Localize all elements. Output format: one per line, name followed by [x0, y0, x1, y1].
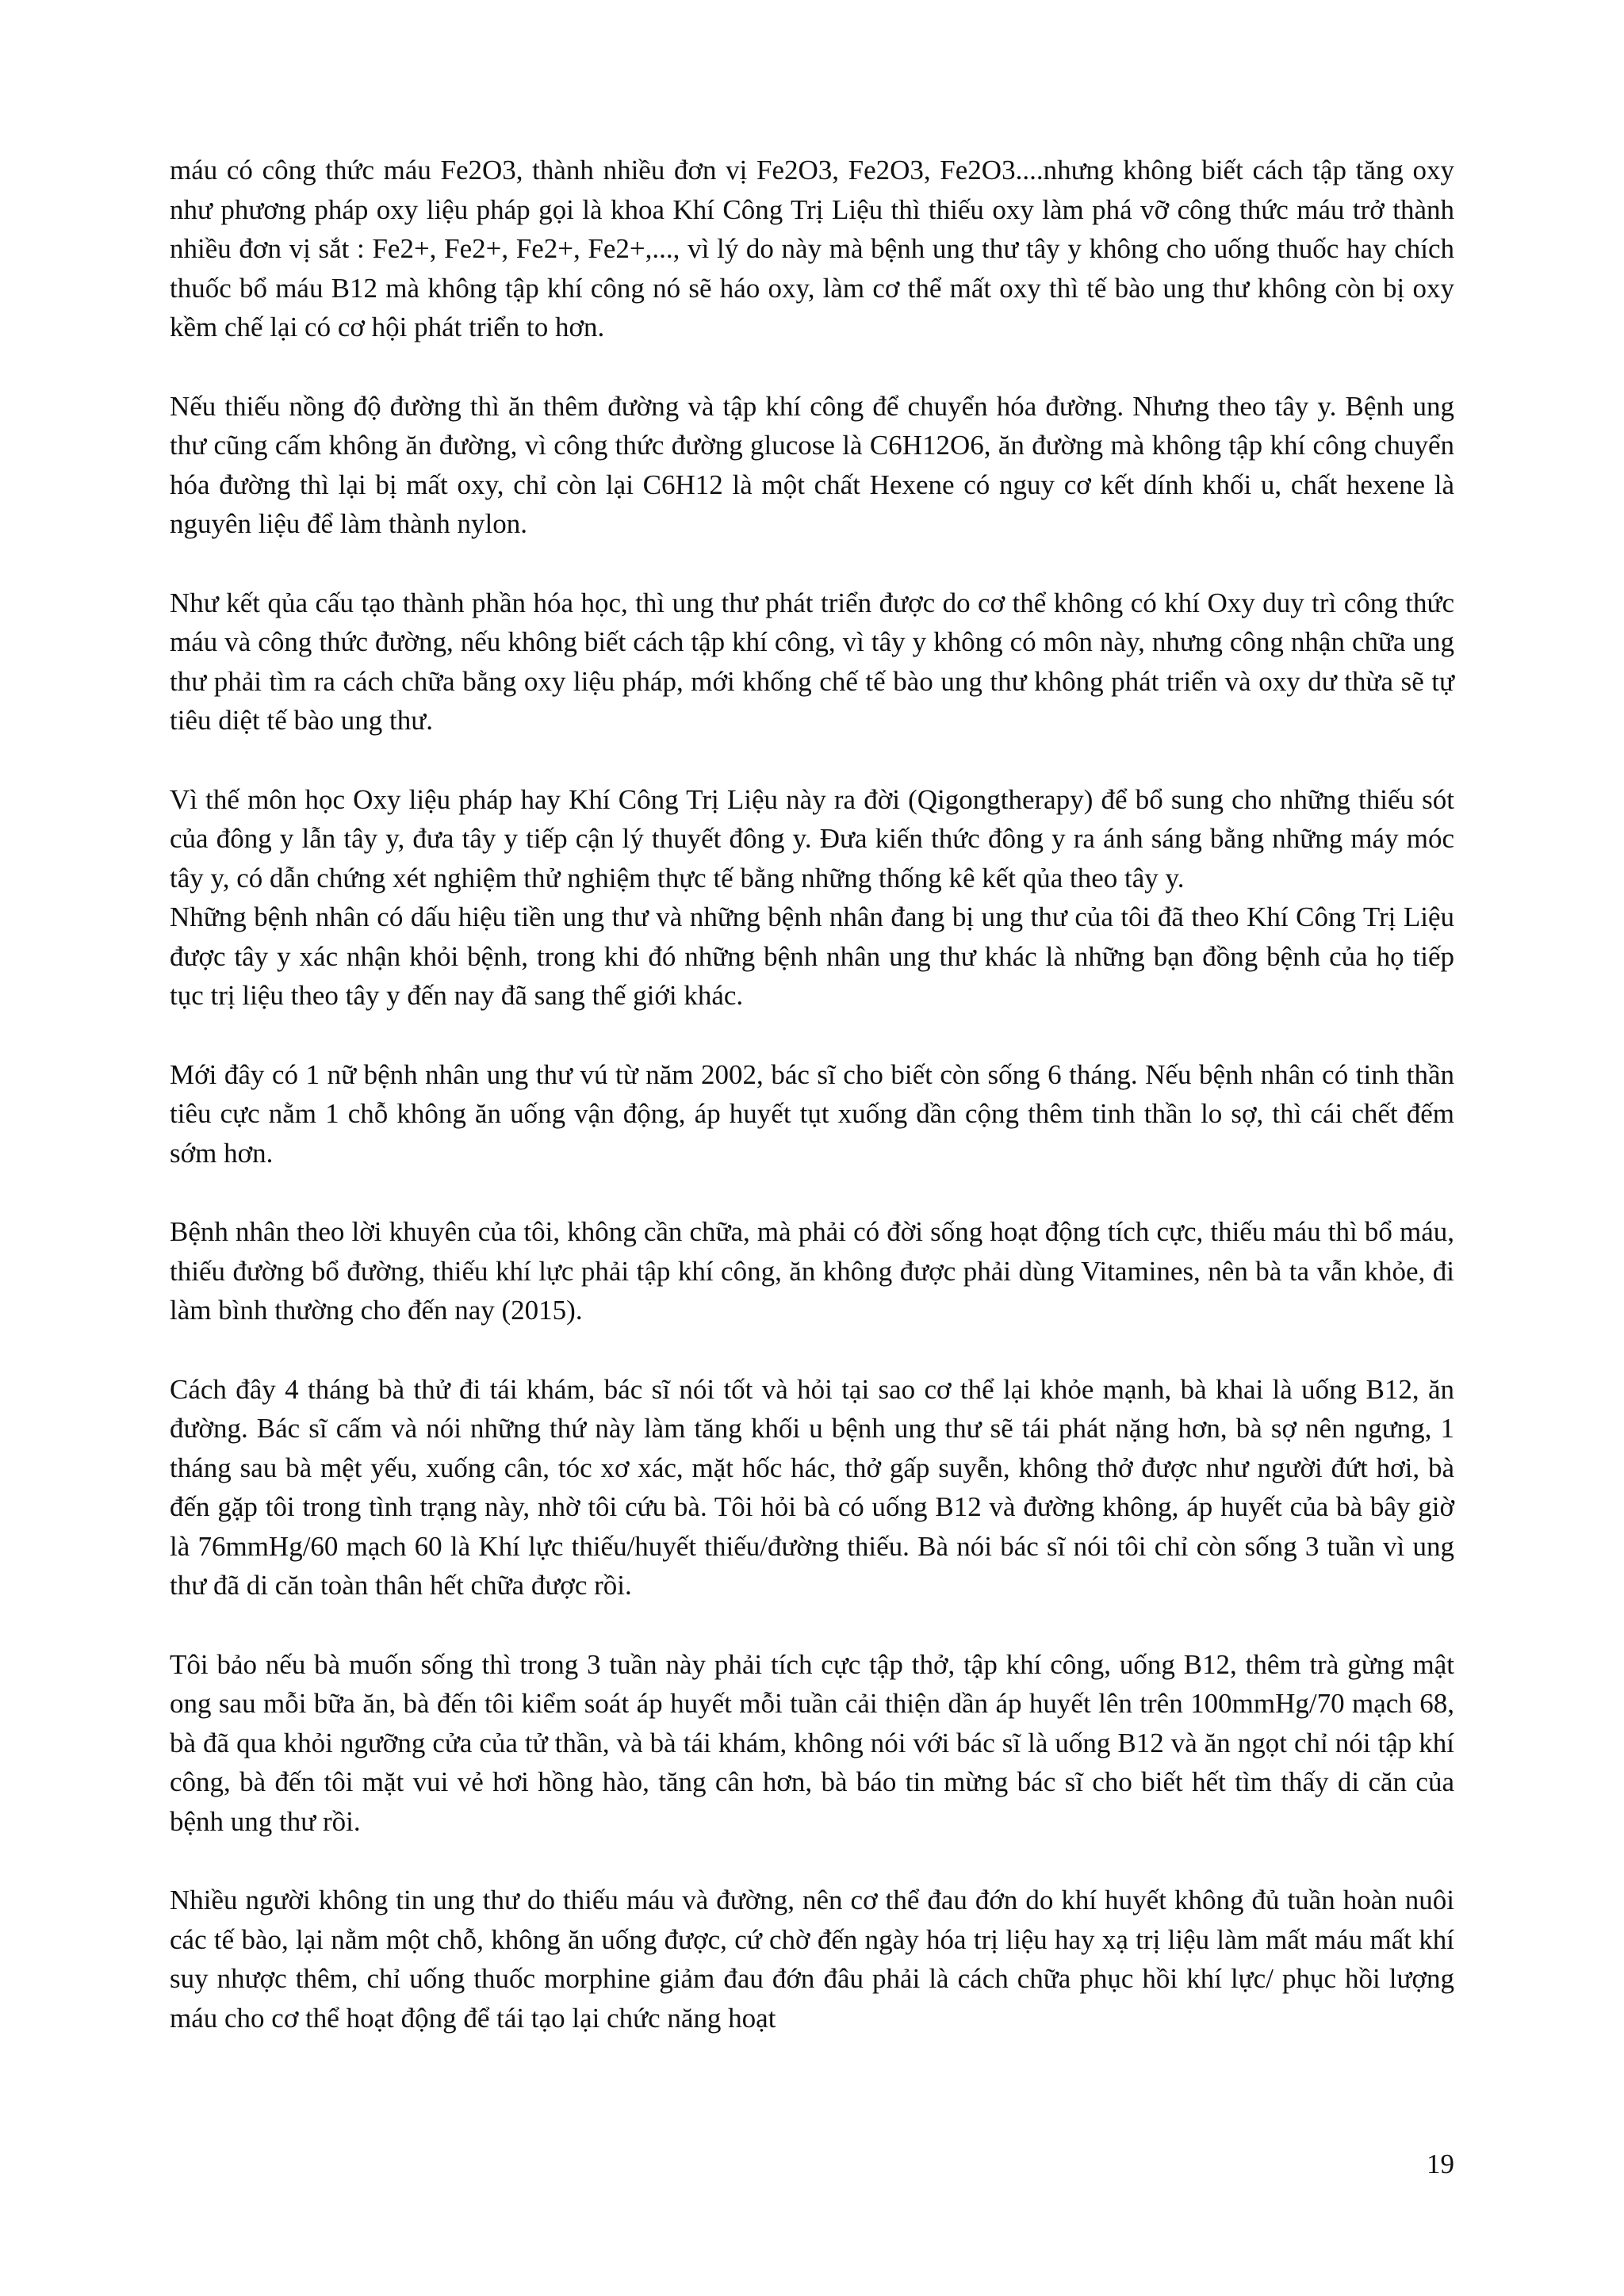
paragraph-7: Bệnh nhân theo lời khuyên của tôi, không cần chữa, mà phải có đời sống hoạt động tích cực, thiếu máu thì bổ máu, thiếu đường bổ đường, thiếu khí lực phải tập khí công, ăn không được phải dùng Vitamines, nên bà ta vẫn khỏe, đi làm bình thường cho đến nay (2015).: [170, 1216, 1454, 1326]
paragraph-10: Nhiều người không tin ung thư do thiếu máu và đường, nên cơ thể đau đớn do khí huyết không đủ tuần hoàn nuôi các tế bào, lại nằm một chỗ, không ăn uống được, cứ chờ đến ngày hóa trị liệu hay xạ trị liệu làm mất máu mất khí suy nhược thêm, chỉ uống thuốc morphine giảm đau đớn đâu phải là cách chữa phục hồi khí lực/ phục hồi lượng máu cho cơ thể hoạt động để tái tạo lại chức năng hoạt: [170, 1885, 1454, 2034]
paragraph-8: Cách đây 4 tháng bà thử đi tái khám, bác sĩ nói tốt và hỏi tại sao cơ thể lại khỏe mạnh, bà khai là uống B12, ăn đường. Bác sĩ cấm và nói những thứ này làm tăng khối u bệnh ung thư sẽ tái phát nặng hơn, bà sợ nên ngưng, 1 tháng sau bà mệt yếu, xuống cân, tóc xơ xác, mặt hốc hác, thở gấp suyễn, không thở được như người đứt hơi, bà đến gặp tôi trong tình trạng này, nhờ tôi cứu bà. Tôi hỏi bà có uống B12 và đường không, áp huyết của bà bây giờ là 76mmHg/60 mạch 60 là Khí lực thiếu/huyết thiếu/đường thiếu. Bà nói bác sĩ nói tôi chỉ còn sống 3 tuần vì ung thư đã di căn toàn thân hết chữa được rồi.: [170, 1373, 1454, 1601]
page-number: 19: [1427, 2149, 1454, 2179]
page-body: [170, 151, 1454, 2077]
paragraph-4: Vì thế môn học Oxy liệu pháp hay Khí Công Trị Liệu này ra đời (Qigongtherapy) để bổ sung cho những thiếu sót của đông y lẫn tây y, đưa tây y tiếp cận lý thuyết đông y. Đưa kiến thức đông y ra ánh sáng bằng những máy móc tây y, có dẫn chứng xét nghiệm thử nghiệm thực tế bằng những thống kê kết qủa theo tây y.: [170, 783, 1454, 894]
paragraph-5: Những bệnh nhân có dấu hiệu tiền ung thư và những bệnh nhân đang bị ung thư của tôi đã theo Khí Công Trị Liệu được tây y xác nhận khỏi bệnh, trong khi đó những bệnh nhân ung thư khác là những bạn đồng bệnh của họ tiếp tục trị liệu theo tây y đến nay đã sang thế giới khác.: [170, 901, 1454, 1011]
paragraph-9: Tôi bảo nếu bà muốn sống thì trong 3 tuần này phải tích cực tập thở, tập khí công, uống B12, thêm trà gừng mật ong sau mỗi bữa ăn, bà đến tôi kiểm soát áp huyết mỗi tuần cải thiện dần áp huyết lên trên 100mmHg/70 mạch 68, bà đã qua khỏi ngưỡng cửa của tử thần, và bà tái khám, không nói với bác sĩ là uống B12 và ăn ngọt chỉ nói tập khí công, bà đến tôi mặt vui vẻ hơi hồng hào, tăng cân hơn, bà báo tin mừng bác sĩ cho biết hết tìm thấy di căn của bệnh ung thư rồi.: [170, 1648, 1454, 1837]
paragraph-2: Nếu thiếu nồng độ đường thì ăn thêm đường và tập khí công để chuyển hóa đường. Nhưng theo tây y. Bệnh ung thư cũng cấm không ăn đường, vì công thức đường glucose là C6H12O6, ăn đường mà không tập khí công chuyển hóa đường thì lại bị mất oxy, chỉ còn lại C6H12 là một chất Hexene có nguy cơ kết dính khối u, chất hexene là nguyên liệu để làm thành nylon.: [170, 390, 1454, 539]
paragraph-1: máu có công thức máu Fe2O3, thành nhiều đơn vị Fe2O3, Fe2O3, Fe2O3....nhưng không biết cách tập tăng oxy như phương pháp oxy liệu pháp gọi là khoa Khí Công Trị Liệu thì thiếu oxy làm phá vỡ công thức máu trở thành nhiều đơn vị sắt : Fe2+, Fe2+, Fe2+, Fe2+,..., vì lý do này mà bệnh ung thư tây y không cho uống thuốc hay chích thuốc bổ máu B12 mà không tập khí công nó sẽ háo oxy, làm cơ thể mất oxy thì tế bào ung thư không còn bị oxy kềm chế lại có cơ hội phát triển to hơn.: [170, 155, 1454, 342]
paragraph-3: Như kết qủa cấu tạo thành phần hóa học, thì ung thư phát triển được do cơ thể không có khí Oxy duy trì công thức máu và công thức đường, nếu không biết cách tập khí công, vì tây y không có môn này, nhưng công nhận chữa ung thư phải tìm ra cách chữa bằng oxy liệu pháp, mới khống chế tế bào ung thư không phát triển và oxy dư thừa sẽ tự tiêu diệt tế bào ung thư.: [170, 587, 1454, 736]
paragraph-6: Mới đây có 1 nữ bệnh nhân ung thư vú từ năm 2002, bác sĩ cho biết còn sống 6 tháng. Nếu bệnh nhân có tinh thần tiêu cực nằm 1 chỗ không ăn uống vận động, áp huyết tụt xuống dần cộng thêm tinh thần lo sợ, thì cái chết đếm sớm hơn.: [170, 1058, 1454, 1169]
